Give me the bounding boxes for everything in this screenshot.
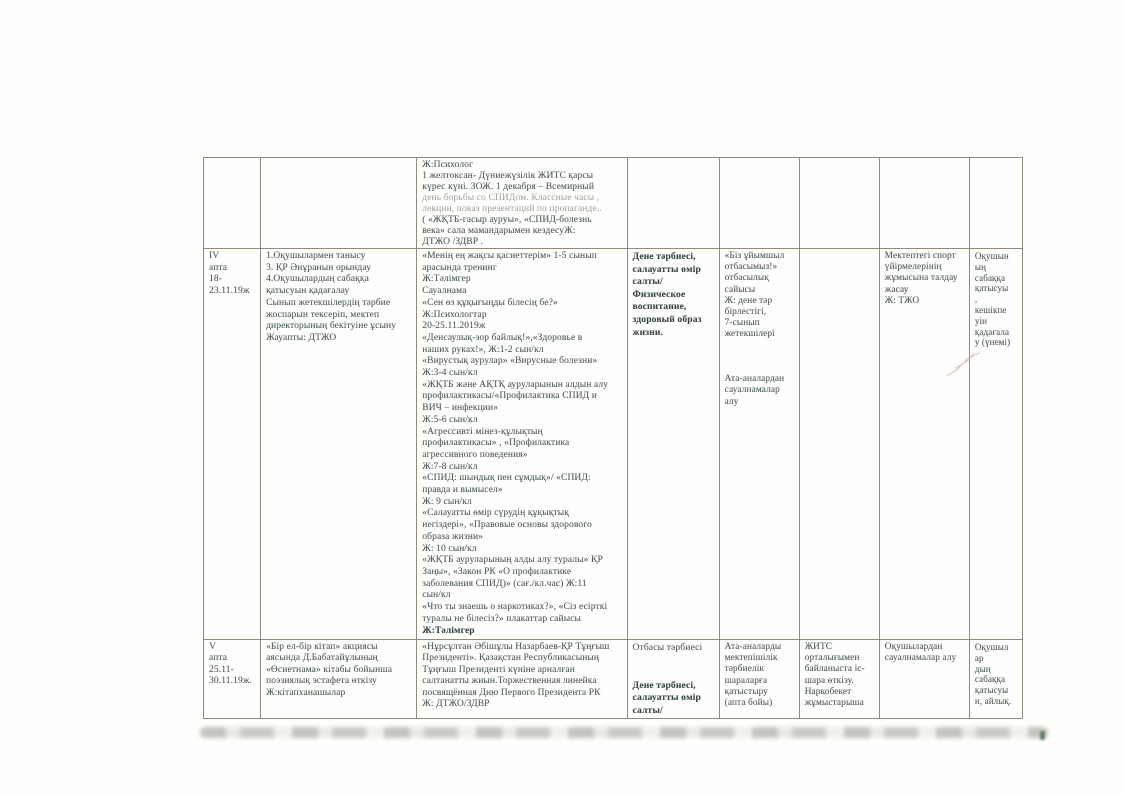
text-line: наших руках!», Ж:1-2 сын/кл [422,344,544,355]
text-line: «Менің ең жақсы қасиеттерім» 1-5 сынып [422,251,597,261]
text-line: Президенті». Қазақстан Республикасының [422,653,600,664]
text-line: шараларға [724,675,768,686]
table-cell [799,249,879,640]
text-line: салты/ [632,704,663,716]
text-line: «Біз ұйымшыл [724,251,785,261]
text-line: Физическое [632,288,686,300]
text-line: үйірмелерінің [884,262,942,273]
text-line: «Денсаулық-зор байлық!»,«Здоровье в [422,332,583,343]
table-cell [719,158,799,249]
table-cell [799,158,879,249]
text-line: «Өсиетнама» кітабы бойынша [266,664,393,675]
text-line: қатыстыру [724,686,769,697]
table-cell [261,249,417,640]
text-line: Ж:5-6 сын/кл [422,414,478,425]
text-line: 18- [209,274,223,285]
table-cell [261,640,417,719]
text-line: Ж:Тәлімгер [422,625,475,636]
text-line: V [209,642,216,652]
text-line: века» сала мамандарымен кездесуЖ: [422,226,576,236]
text-line: жасау [884,284,909,295]
text-line: «ЖҚТБ ауруларының алды алу туралы» ҚР [422,555,603,566]
text-line: Ата-аналарды [724,642,782,652]
text-line: шара өткізу. [804,675,854,686]
text-line: 4.Оқушылардың сабаққа [266,274,369,285]
text-line: Ж:Психологтар [422,309,487,320]
text-line: Ж: ДТЖО/ЗДВР [422,699,490,710]
text-line: тәрбиелік [724,664,765,675]
text-line: Ж:кітапханашылар [266,687,346,698]
text-line: апта [209,262,228,273]
text-line: салты/ [632,276,663,288]
text-line: салауатты өмір [632,263,701,275]
text-line: мектепішілік [724,653,778,664]
text-line [633,667,717,680]
pen-scribble-mark [944,350,984,380]
text-line: профилактикасы» , «Профилактика [422,438,570,449]
text-line: Дене тәрбиесі, [632,679,696,691]
text-line: воспитание, [632,301,687,313]
text-line: Жауапты: ДТЖО [266,332,337,343]
text-line: «Что ты знаешь о наркотиках?», «Сіз есірткі [422,602,608,613]
text-line: (апта бойы) [724,698,773,709]
table-cell [417,640,627,719]
text-line: 25.11- [209,664,234,675]
text-line: ДТЖО /ЗДВР . [422,237,484,247]
text-line: сабаққа [974,674,1006,685]
text-line: , [974,294,978,305]
table-cell [969,249,1022,640]
text-line: қатысуын қадағалау [266,286,350,297]
table-cell [627,158,719,249]
text-line: ЖИТС [804,642,833,652]
table-cell [719,249,799,640]
text-line: 3. ҚР Әнұранын орындау [266,262,372,273]
text-line: жұмыстарыша [804,698,864,709]
text-line: жұмысына талдау [884,273,958,284]
text-line: Оқушыл [974,642,1009,652]
text-line: IV [209,251,220,261]
text-line [725,363,797,374]
table-cell [969,158,1022,249]
text-line: Ж:3-4 сын/кл [422,368,478,379]
table-cell [417,158,627,249]
text-line: н, айлық. [974,695,1012,706]
text-line: қадағала [974,326,1010,337]
text-line: здоровый образ [632,313,702,325]
table-cell [204,158,261,249]
text-line: «Агрессивті мінез-құлықтың [422,426,543,437]
table-cell [719,640,799,719]
text-line: жоспарын тексеріп, мектеп [266,309,380,320]
text-line: посвящённая Дню Первого Президента РК [422,687,601,698]
text-line: байланыста іс- [804,664,865,675]
text-line: «Бір ел-бір кітап» акциясы [266,642,378,652]
text-line: апта [209,653,228,664]
table-cell [879,158,969,249]
text-line: отбасымыз!» [724,262,778,273]
text-line: аясында Д.Бабатайұлының [266,653,378,664]
text-line: Ж:7-8 сын/кл [422,461,478,472]
table-cell [204,249,261,640]
table-cell [627,249,719,640]
text-line: Сынып жетекшілердің тәрбие [266,297,391,308]
text-line: салауатты өмір [632,692,701,704]
text-line [725,352,797,363]
text-line [633,655,717,668]
text-line: заболевания СПИД)» (сағ./кл.час) Ж:11 [422,578,587,589]
text-line: Ж: 9 сын/кл [422,496,472,507]
text-line: «ЖҚТБ және АҚТҚ ауруларынын алдын алу [422,379,609,390]
table-cell [879,640,969,719]
text-line: 20-25.11.2019ж [422,321,486,332]
text-line: Заңы», «Закон РК «О профилактике [422,566,572,577]
text-line: Наркобекет [804,686,852,697]
text-line: Ата-аналардан [724,374,785,385]
table-row [204,640,1023,719]
text-line: Мектептегі спорт [884,251,956,261]
text-line: «Салауатты өмір сүрудің құқықтық [422,508,569,519]
text-line: жетекшілері [724,329,775,340]
table-cell [204,640,261,719]
text-line: Ж: дене тәр [724,295,773,306]
text-line: день борьбы со СПИДом. Классные часы , [422,193,600,203]
text-line: отбасылық [724,273,769,284]
text-line: арасында тренинг [422,262,497,273]
text-line: «СПИД: шындық пен сұмдық»/ «СПИД: [422,473,591,484]
text-line: 30.11.19ж. [209,676,253,687]
text-line: Оқушылардан [884,642,943,652]
text-line: сауалнамалар алу [884,653,957,664]
table-cell [417,249,627,640]
text-line: директорының бекітуіне ұсыну [266,321,397,332]
text-line: «Вирустық аурулар» «Вирусные болезни» [422,356,598,367]
text-line: Ж:Психолог [422,160,474,170]
text-line: сайысы [724,284,756,295]
text-line: ар [974,652,984,663]
text-line: ВИЧ – инфекции» [422,403,499,414]
plan-table [203,157,1023,719]
text-line: 1.Оқушылармен танысу [266,251,366,261]
text-line: ( «ЖҚТБ-гасыр ауруы», «СПИД-болезнь [422,215,592,225]
text-line: правда и вымысел» [422,485,503,496]
text-line: Ж:Тәлімгер [422,274,471,285]
plan-table-body [204,158,1023,719]
text-line: Оқушын [974,251,1009,261]
text-line: бірлестігі, [724,307,767,318]
table-cell [879,249,969,640]
text-line: алу [724,396,739,407]
scan-dark-spot [1040,731,1045,740]
table-cell [627,640,719,719]
text-line: күрес күні. ЗОЖ. 1 декабря – Всемирный [422,182,595,192]
text-line: 7-сынып [724,318,760,329]
text-line: сын/кл [422,590,451,601]
text-line: негіздері», «Правовые основы здорового [422,520,592,531]
text-line: салтанатты жиын.Торжественная линейка [422,676,597,687]
text-line: поэзиялық эстафета өткізу [266,676,377,687]
weekly-plan-table-area [203,157,1023,719]
text-line: образа жизни» [422,531,484,542]
text-line: кешікпе [974,304,1007,315]
table-row [204,249,1023,640]
text-line: Отбасы тәрбиесі [632,642,703,653]
text-line: сауалнамалар [724,385,780,396]
text-line [725,341,797,352]
table-cell [969,640,1022,719]
text-line: Ж: 10 сын/кл [422,543,477,554]
text-line: лекции, показ презентаций по пропаганде.. [422,204,602,214]
text-line: «Сен өз құқығыңды білесің бе?» [422,297,558,308]
text-line: сабаққа [974,272,1006,283]
text-line: туралы не білесіз?» плакаттар сайысы [422,613,582,624]
text-line: қатысуы [974,685,1009,696]
text-line: Ж: ТЖО [884,295,920,306]
text-line: профилактикасы/«Профилактика СПИД и [422,391,597,402]
text-line: қатысуы [974,283,1009,294]
scan-shadow-band [200,727,1048,738]
table-cell [799,640,879,719]
table-cell [261,158,417,249]
text-line: Тұңғыш Президенті күніне арналған [422,664,575,675]
text-line: 1 желтоксан- Дүниежүзілік ЖИТС қарсы [422,171,594,181]
text-line: «Нұрсұлтан Әбішұлы Назарбаев-ҚР Тұңғыш [422,642,610,652]
text-line: Сауалнама [422,286,467,297]
text-line: дың [974,663,991,674]
text-line: уін [974,315,988,326]
text-line: ың [974,261,987,272]
table-row [204,158,1023,249]
text-line: Дене тәрбиесі, [632,251,696,262]
text-line: 23.11.19ж [209,286,250,297]
text-line: агрессивного поведения» [422,449,528,460]
text-line: жизни. [632,326,664,338]
text-line: орталығымен [804,653,860,664]
text-line: у (үнемі) [974,337,1011,348]
